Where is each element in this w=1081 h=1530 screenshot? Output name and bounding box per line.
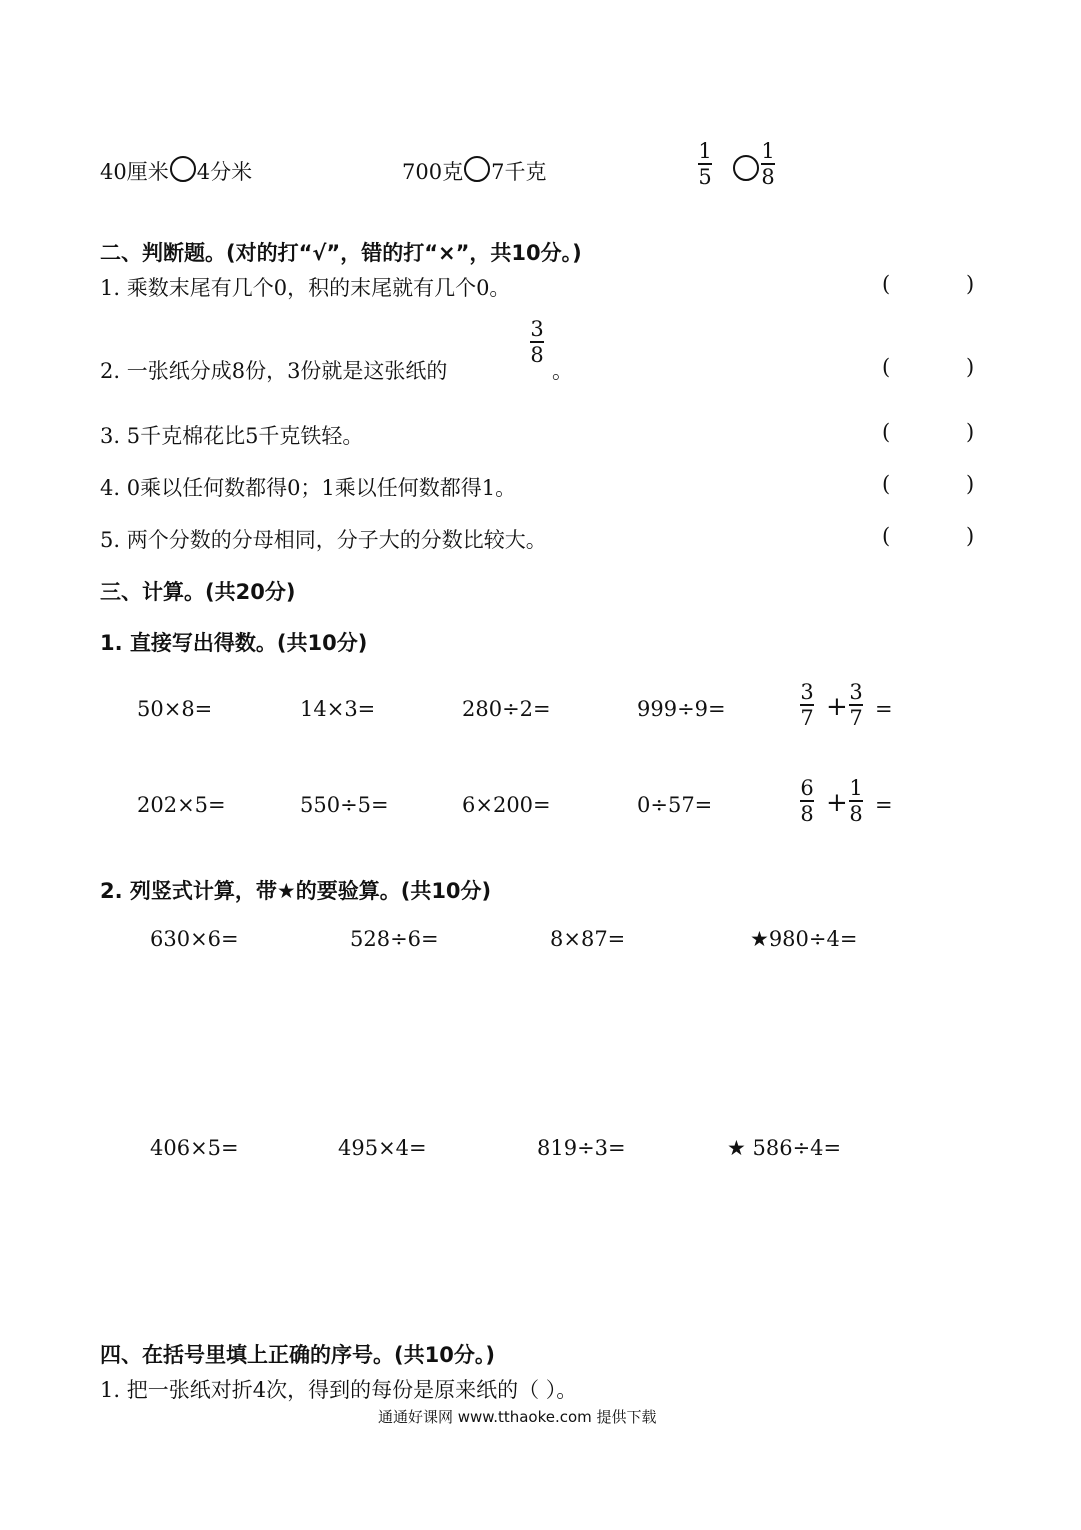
judge-item-5: 5. 两个分数的分母相同，分子大的分数比较大。: [100, 528, 547, 552]
denominator: 8: [800, 802, 814, 826]
numerator: 6: [800, 776, 814, 800]
answer-paren-close: ): [966, 272, 975, 296]
answer-paren-open: (: [882, 472, 891, 496]
compare-b: [402, 156, 546, 186]
fraction: [849, 681, 863, 729]
answer-paren-open: (: [882, 355, 891, 379]
denominator: 7: [849, 706, 863, 730]
vcalc-2-1: 406×5=: [150, 1136, 239, 1160]
judge-item-2-end: 。: [552, 359, 573, 383]
vcalc-2-4: ★ 586÷4=: [727, 1136, 842, 1160]
circle-blank[interactable]: [170, 156, 196, 182]
answer-paren-close: ): [966, 355, 975, 379]
numerator: 3: [800, 680, 814, 704]
compare-a: [100, 156, 252, 186]
judge-item-1: 1. 乘数末尾有几个0，积的末尾就有几个0。: [100, 276, 511, 300]
calc-2-3: 6×200=: [462, 793, 551, 817]
fraction: [530, 318, 544, 366]
answer-paren-open: (: [882, 524, 891, 548]
fraction: [800, 681, 814, 729]
fraction: [849, 777, 863, 825]
section4-title: 四、在括号里填上正确的序号。(共10分。): [100, 1343, 495, 1367]
judge-item-2: [100, 355, 447, 385]
denominator: 8: [761, 165, 775, 189]
section3-title: 三、计算。(共20分): [100, 580, 296, 604]
answer-paren-close: ): [966, 524, 975, 548]
judge-item-4: 4. 0乘以任何数都得0；1乘以任何数都得1。: [100, 476, 517, 500]
section2-title: 二、判断题。(对的打“√”，错的打“×”，共10分。): [100, 241, 582, 265]
numerator: 3: [530, 317, 544, 341]
fraction: [800, 777, 814, 825]
fraction: [761, 140, 775, 188]
answer-paren-close: ): [966, 420, 975, 444]
calc-1-2: 14×3=: [300, 697, 376, 721]
denominator: 5: [698, 165, 712, 189]
circle-blank[interactable]: [733, 155, 759, 181]
sub2-title: 2. 列竖式计算，带★的要验算。(共10分): [100, 879, 492, 903]
denominator: 8: [849, 802, 863, 826]
sub1-title: 1. 直接写出得数。(共10分): [100, 631, 368, 655]
denominator: 7: [800, 706, 814, 730]
judge-item-3: 3. 5千克棉花比5千克铁轻。: [100, 424, 364, 448]
numerator: 1: [849, 776, 863, 800]
fraction: [698, 140, 712, 188]
calc-2-2: 550÷5=: [300, 793, 389, 817]
plus-sign: +: [826, 788, 848, 818]
judge-item-2-text: 2. 一张纸分成8份，3份就是这张纸的: [100, 359, 448, 383]
calc-2-4: 0÷57=: [637, 793, 713, 817]
vcalc-1-3: 8×87=: [550, 927, 626, 951]
vcalc-2-3: 819÷3=: [537, 1136, 626, 1160]
vcalc-1-2: 528÷6=: [350, 927, 439, 951]
equals-sign: =: [875, 697, 893, 721]
answer-paren-close: ): [966, 472, 975, 496]
denominator: 8: [530, 343, 544, 367]
calc-2-1: 202×5=: [137, 793, 226, 817]
vcalc-1-4: ★980÷4=: [750, 927, 858, 951]
compare-a-left: 40厘米: [100, 160, 169, 184]
calc-1-3: 280÷2=: [462, 697, 551, 721]
vcalc-2-2: 495×4=: [338, 1136, 427, 1160]
answer-paren-open: (: [882, 420, 891, 444]
compare-b-left: 700克: [402, 160, 464, 184]
plus-sign: +: [826, 692, 848, 722]
compare-b-right: 7千克: [491, 160, 547, 184]
calc-1-4: 999÷9=: [637, 697, 726, 721]
numerator: 1: [761, 139, 775, 163]
calc-1-1: 50×8=: [137, 697, 213, 721]
circle-blank[interactable]: [464, 156, 490, 182]
answer-paren-open: (: [882, 272, 891, 296]
footer-text: 通通好课网 www.tthaoke.com 提供下载: [378, 1408, 657, 1426]
equals-sign: =: [875, 793, 893, 817]
vcalc-1-1: 630×6=: [150, 927, 239, 951]
compare-a-right: 4分米: [196, 160, 253, 184]
section4-item-1: 1. 把一张纸对折4次，得到的每份是原来纸的（ ）。: [100, 1378, 578, 1402]
numerator: 1: [698, 139, 712, 163]
numerator: 3: [849, 680, 863, 704]
